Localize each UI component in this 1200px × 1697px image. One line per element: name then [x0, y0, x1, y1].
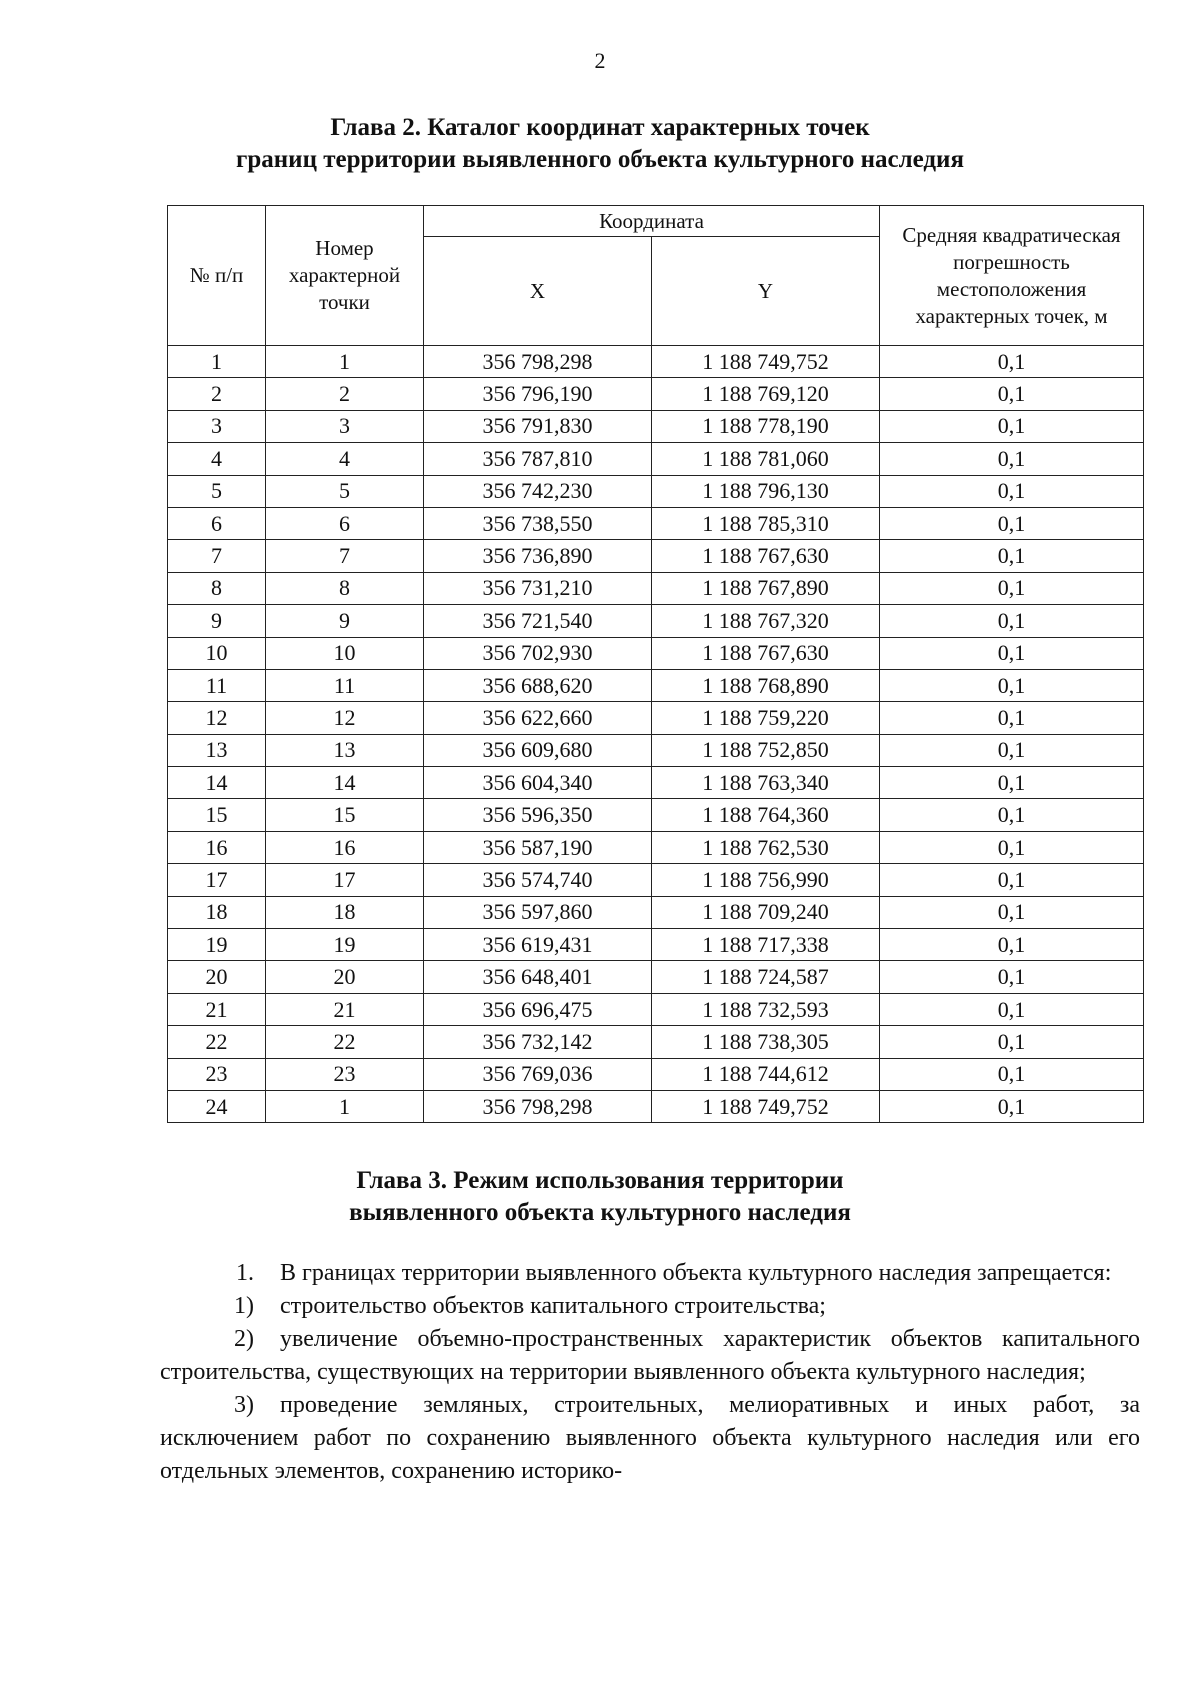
table-row [168, 507, 1144, 539]
cell-x: 356 619,431 [424, 929, 652, 961]
chapter-3-title-line-1: Глава 3. Режим использования территории [356, 1167, 844, 1194]
cell-x: 356 696,475 [424, 993, 652, 1025]
cell-error: 0,1 [880, 993, 1144, 1025]
cell-y: 1 188 767,630 [652, 540, 880, 572]
clause-1 [160, 1257, 1140, 1290]
cell-point-number: 10 [266, 637, 424, 669]
cell-row-number: 11 [168, 669, 266, 701]
cell-point-number: 1 [266, 346, 424, 378]
cell-x: 356 738,550 [424, 507, 652, 539]
header-point-number: Номер характерной точки [266, 206, 424, 346]
chapter-3-title-line-2: выявленного объекта культурного наследия [349, 1199, 851, 1226]
cell-y: 1 188 752,850 [652, 734, 880, 766]
cell-x: 356 622,660 [424, 702, 652, 734]
cell-row-number: 21 [168, 993, 266, 1025]
cell-y: 1 188 769,120 [652, 378, 880, 410]
clause-1-text: В границах территории выявленного объекта культурного наследия запрещается: [280, 1260, 1112, 1286]
cell-x: 356 688,620 [424, 669, 652, 701]
chapter-2-title-line-1: Глава 2. Каталог координат характерных точек [330, 114, 870, 141]
page-number: 2 [594, 48, 606, 73]
table-row [168, 896, 1144, 928]
header-y: Y [652, 237, 880, 346]
cell-point-number: 19 [266, 929, 424, 961]
cell-y: 1 188 767,890 [652, 572, 880, 604]
cell-x: 356 798,298 [424, 1090, 652, 1122]
cell-error: 0,1 [880, 410, 1144, 442]
clause-1-1-text: строительство объектов капитального строительства; [280, 1293, 826, 1319]
table-row [168, 1058, 1144, 1090]
cell-x: 356 609,680 [424, 734, 652, 766]
cell-y: 1 188 732,593 [652, 993, 880, 1025]
cell-point-number: 13 [266, 734, 424, 766]
cell-x: 356 587,190 [424, 831, 652, 863]
cell-point-number: 14 [266, 767, 424, 799]
cell-row-number: 3 [168, 410, 266, 442]
table-row [168, 572, 1144, 604]
cell-point-number: 4 [266, 443, 424, 475]
coordinates-table [167, 205, 1144, 1123]
table-row [168, 378, 1144, 410]
cell-error: 0,1 [880, 378, 1144, 410]
cell-point-number: 5 [266, 475, 424, 507]
clause-1-2-text: увеличение объемно-пространственных характеристик объектов капитального строительства, существующих на территории выявленного объекта культурного наследия; [160, 1326, 1140, 1385]
cell-error: 0,1 [880, 864, 1144, 896]
cell-point-number: 17 [266, 864, 424, 896]
cell-row-number: 5 [168, 475, 266, 507]
chapter-3-title [0, 1165, 1200, 1229]
cell-error: 0,1 [880, 1058, 1144, 1090]
cell-row-number: 2 [168, 378, 266, 410]
chapter-2-title-line-2: границ территории выявленного объекта культурного наследия [236, 146, 964, 173]
cell-error: 0,1 [880, 702, 1144, 734]
cell-x: 356 604,340 [424, 767, 652, 799]
cell-x: 356 798,298 [424, 346, 652, 378]
cell-y: 1 188 767,320 [652, 605, 880, 637]
cell-row-number: 19 [168, 929, 266, 961]
cell-y: 1 188 763,340 [652, 767, 880, 799]
cell-error: 0,1 [880, 443, 1144, 475]
cell-row-number: 22 [168, 1026, 266, 1058]
cell-error: 0,1 [880, 734, 1144, 766]
cell-row-number: 7 [168, 540, 266, 572]
cell-error: 0,1 [880, 507, 1144, 539]
table-row [168, 929, 1144, 961]
cell-row-number: 18 [168, 896, 266, 928]
cell-point-number: 3 [266, 410, 424, 442]
table-row [168, 961, 1144, 993]
cell-error: 0,1 [880, 767, 1144, 799]
cell-error: 0,1 [880, 572, 1144, 604]
table-row [168, 993, 1144, 1025]
cell-row-number: 1 [168, 346, 266, 378]
cell-y: 1 188 781,060 [652, 443, 880, 475]
cell-row-number: 4 [168, 443, 266, 475]
cell-error: 0,1 [880, 1026, 1144, 1058]
cell-y: 1 188 749,752 [652, 1090, 880, 1122]
cell-row-number: 9 [168, 605, 266, 637]
chapter-2-title [0, 112, 1200, 176]
clause-1-2-marker: 2) [234, 1326, 254, 1352]
cell-row-number: 16 [168, 831, 266, 863]
cell-x: 356 791,830 [424, 410, 652, 442]
cell-y: 1 188 717,338 [652, 929, 880, 961]
cell-x: 356 742,230 [424, 475, 652, 507]
cell-x: 356 796,190 [424, 378, 652, 410]
cell-x: 356 732,142 [424, 1026, 652, 1058]
header-coordinate: Координата [424, 206, 880, 237]
cell-x: 356 597,860 [424, 896, 652, 928]
cell-error: 0,1 [880, 605, 1144, 637]
table-row [168, 669, 1144, 701]
cell-row-number: 13 [168, 734, 266, 766]
cell-row-number: 15 [168, 799, 266, 831]
table-row [168, 831, 1144, 863]
cell-x: 356 721,540 [424, 605, 652, 637]
cell-y: 1 188 768,890 [652, 669, 880, 701]
cell-point-number: 9 [266, 605, 424, 637]
table-row [168, 346, 1144, 378]
cell-row-number: 20 [168, 961, 266, 993]
cell-point-number: 21 [266, 993, 424, 1025]
cell-error: 0,1 [880, 669, 1144, 701]
cell-point-number: 22 [266, 1026, 424, 1058]
cell-y: 1 188 709,240 [652, 896, 880, 928]
cell-point-number: 20 [266, 961, 424, 993]
cell-point-number: 23 [266, 1058, 424, 1090]
cell-point-number: 6 [266, 507, 424, 539]
cell-row-number: 24 [168, 1090, 266, 1122]
cell-row-number: 17 [168, 864, 266, 896]
table-row [168, 799, 1144, 831]
table-row [168, 540, 1144, 572]
cell-row-number: 6 [168, 507, 266, 539]
cell-error: 0,1 [880, 896, 1144, 928]
header-number: № п/п [168, 206, 266, 346]
chapter-3-body [160, 1257, 1140, 1488]
cell-point-number: 11 [266, 669, 424, 701]
cell-point-number: 18 [266, 896, 424, 928]
cell-y: 1 188 756,990 [652, 864, 880, 896]
cell-x: 356 769,036 [424, 1058, 652, 1090]
table-row [168, 410, 1144, 442]
cell-error: 0,1 [880, 346, 1144, 378]
cell-y: 1 188 744,612 [652, 1058, 880, 1090]
cell-point-number: 7 [266, 540, 424, 572]
cell-error: 0,1 [880, 961, 1144, 993]
cell-y: 1 188 749,752 [652, 346, 880, 378]
cell-row-number: 23 [168, 1058, 266, 1090]
table-row [168, 605, 1144, 637]
table-row [168, 1026, 1144, 1058]
table-row [168, 864, 1144, 896]
cell-y: 1 188 738,305 [652, 1026, 880, 1058]
cell-y: 1 188 759,220 [652, 702, 880, 734]
cell-x: 356 574,740 [424, 864, 652, 896]
cell-x: 356 731,210 [424, 572, 652, 604]
table-row [168, 443, 1144, 475]
cell-y: 1 188 785,310 [652, 507, 880, 539]
cell-error: 0,1 [880, 637, 1144, 669]
cell-x: 356 596,350 [424, 799, 652, 831]
clause-1-2 [160, 1323, 1140, 1389]
clause-1-1 [160, 1290, 1140, 1323]
clause-1-3-marker: 3) [234, 1392, 254, 1418]
cell-error: 0,1 [880, 540, 1144, 572]
clause-1-marker: 1. [236, 1260, 254, 1286]
cell-row-number: 12 [168, 702, 266, 734]
cell-point-number: 8 [266, 572, 424, 604]
cell-point-number: 12 [266, 702, 424, 734]
table-row [168, 637, 1144, 669]
cell-point-number: 16 [266, 831, 424, 863]
cell-row-number: 10 [168, 637, 266, 669]
cell-point-number: 2 [266, 378, 424, 410]
clause-1-3 [160, 1389, 1140, 1488]
cell-y: 1 188 767,630 [652, 637, 880, 669]
cell-point-number: 1 [266, 1090, 424, 1122]
cell-x: 356 702,930 [424, 637, 652, 669]
clause-1-1-marker: 1) [234, 1293, 254, 1319]
cell-error: 0,1 [880, 799, 1144, 831]
cell-point-number: 15 [266, 799, 424, 831]
cell-error: 0,1 [880, 929, 1144, 961]
clause-1-3-text: проведение земляных, строительных, мелиоративных и иных работ, за исключением работ по сохранению выявленного объекта культурного наследия или его отдельных элементов, сохранению историко- [160, 1392, 1140, 1484]
cell-x: 356 736,890 [424, 540, 652, 572]
cell-error: 0,1 [880, 475, 1144, 507]
table-row [168, 734, 1144, 766]
header-mean-square-error: Средняя квадратическая погрешность местоположения характерных точек, м [880, 206, 1144, 346]
cell-error: 0,1 [880, 1090, 1144, 1122]
cell-y: 1 188 778,190 [652, 410, 880, 442]
cell-row-number: 8 [168, 572, 266, 604]
cell-y: 1 188 724,587 [652, 961, 880, 993]
cell-y: 1 188 796,130 [652, 475, 880, 507]
table-row [168, 475, 1144, 507]
cell-y: 1 188 764,360 [652, 799, 880, 831]
cell-x: 356 648,401 [424, 961, 652, 993]
table-row [168, 767, 1144, 799]
cell-row-number: 14 [168, 767, 266, 799]
cell-y: 1 188 762,530 [652, 831, 880, 863]
cell-x: 356 787,810 [424, 443, 652, 475]
table-row [168, 1090, 1144, 1122]
header-x: X [424, 237, 652, 346]
cell-error: 0,1 [880, 831, 1144, 863]
table-row [168, 702, 1144, 734]
